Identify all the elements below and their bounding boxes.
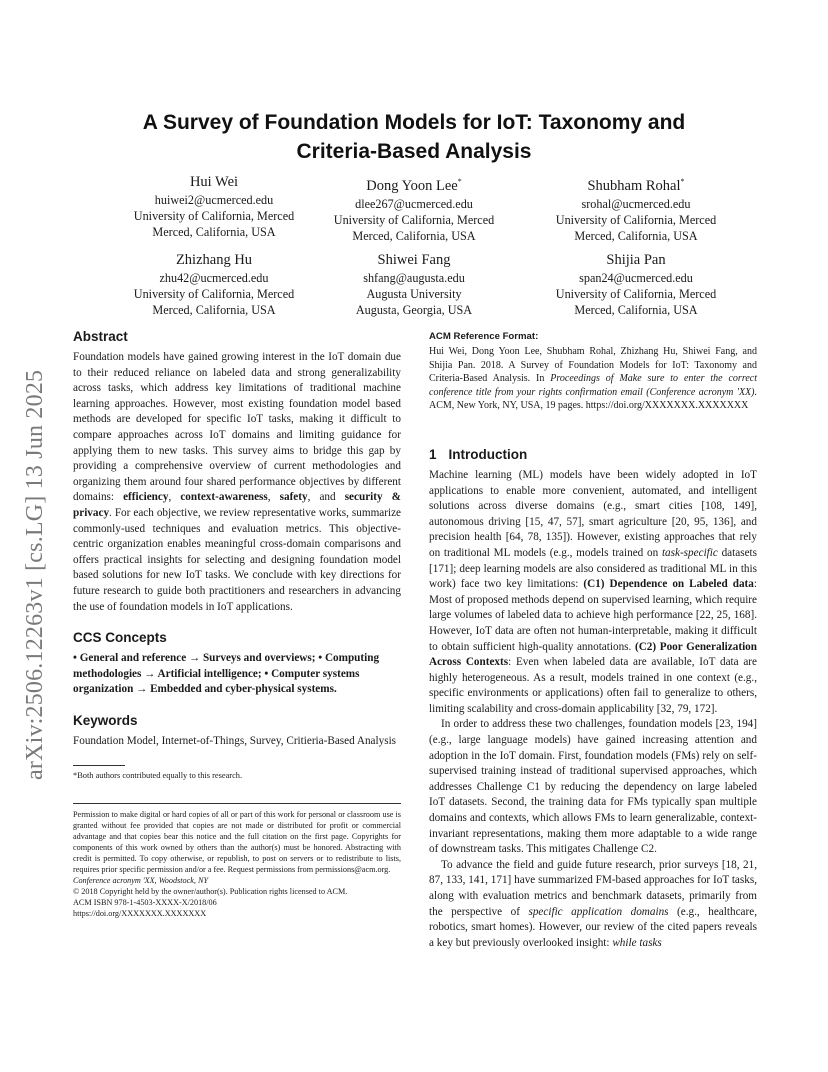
ccs-text: • General and reference → Surveys and overviews; • Computing methodologies → Artificial intelligence; • Computer systems organization → Embedded and cyber-physical systems. <box>73 652 380 696</box>
author-block <box>516 250 756 319</box>
arxiv-stamp: arXiv:2506.12263v1 [cs.LG] 13 Jun 2025 <box>22 369 48 780</box>
intro-paragraph: Machine learning (ML) models have been widely adopted in IoT applications to enable more convenient, automated, and intelligent solutions across diverse domains (e.g., smart cities [108, 149], autonomous driving [15, 47, 57], smart agriculture [20, 95, 136], and precision health [64, 78, 135]). However, existing approaches that rely on traditional ML models (e.g., models trained on task-specific datasets [171]; deep learning models are also considered as traditional ML in this work) face two key limitations: (C1) Dependence on Labeled data: Most of proposed methods depend on supervised learning, which require large volumes of labeled data to achieve high performance [22, 25, 168]. However, IoT data are often not human-interpretable, making it difficult to obtain sufficient high-quality annotations. (C2) Poor Generalization Across Contexts: Even when labeled data are available, IoT data are highly heterogeneous. As a result, models trained in one context (e.g., specific environments or applications) often fail to generalize to others, limiting scalability and cross-domain applicability [32, 79, 172]. <box>429 468 758 715</box>
keywords-text: Foundation Model, Internet-of-Things, Survey, Critieria-Based Analysis <box>73 734 397 747</box>
abstract-text: Foundation models have gained growing interest in the IoT domain due to their reduced reliance on labeled data and strong generalizability across tasks, which address key limitations of traditional machine learning approaches. However, most existing foundation model based methods are developed for specific IoT tasks, making it difficult to compare approaches across IoT domains and limiting guidance for applying them to new tasks. This survey aims to bridge this gap by providing a comprehensive overview of current methodologies and organizing them around four shared performance objectives by different domains: efficiency, context-awareness, safety, and security & privacy. For each objective, we review representative works, summarize commonly-used techniques and evaluation metrics. This objective-centric organization enables meaningful cross-domain comparisons and offers practical insights for selecting and designing foundation model based solutions for new IoT tasks. We conclude with key directions for future research to guide both practitioners and researchers in advancing the use of foundation models in IoT applications. <box>73 351 401 613</box>
author-email: span24@ucmerced.edu <box>579 271 693 285</box>
author-block <box>516 172 756 244</box>
author-name: Shiwei Fang <box>377 252 451 268</box>
acm-reference-text: Hui Wei, Dong Yoon Lee, Shubham Rohal, Zhizhang Hu, Shiwei Fang, and Shijia Pan. 2018. A Survey of Foundation Models for IoT: Taxonomy and Criteria-Based Analysis. In Proceedings of Make sure to enter the correct conference title from your rights confirmation email (Conference acronym 'XX). ACM, New York, NY, USA, 19 pages. https://doi.org/XXXXXXX.XXXXXXX <box>429 346 757 412</box>
author-email: huiwei2@ucmerced.edu <box>154 193 274 207</box>
abstract-heading: Abstract <box>73 329 128 344</box>
author-block <box>294 250 534 319</box>
permission-block <box>73 810 401 919</box>
equal-contribution-mark: * <box>680 177 685 186</box>
author-location: Merced, California, USA <box>574 303 698 318</box>
conference-line: Conference acronym 'XX, Woodstock, NY <box>73 875 208 885</box>
paper-title <box>74 108 754 166</box>
author-email: dlee267@ucmerced.edu <box>355 196 473 211</box>
author-affiliation: University of California, Merced <box>555 213 717 228</box>
intro-paragraph: In order to address these two challenges, foundation models [23, 194] (e.g., large language models) have gained increasing attention and adoption in the IoT domain. First, foundation models (FMs) rely on self-supervised training instead of traditional supervised approaches, which addresses Challenge C1 by reducing the dependency on large labeled IoT datasets. Second, the training data for FMs typically span multiple domains and contexts, which allows FMs to learn generalizable, context-invariant representations, making them more adaptable to a wide range of downstream tasks. This mitigates Challenge C2. <box>429 718 757 856</box>
author-name: Zhizhang Hu <box>175 252 253 268</box>
author-name: Shijia Pan <box>606 252 666 268</box>
isbn-line: ACM ISBN 978-1-4503-XXXX-X/2018/06 <box>73 897 217 907</box>
right-column <box>429 330 757 951</box>
challenge-c1: (C1) Dependence on Labeled data <box>583 578 754 591</box>
author-affiliation: University of California, Merced <box>333 213 495 228</box>
author-affiliation: University of California, Merced <box>133 209 295 224</box>
footnote: *Both authors contributed equally to this research. <box>73 771 243 781</box>
equal-contribution-mark: * <box>457 177 462 186</box>
challenge-c2: (C2) Poor Generalization Across Contexts <box>429 640 757 669</box>
section-number: 1 <box>429 446 437 462</box>
author-location: Augusta, Georgia, USA <box>355 303 473 318</box>
title-line-2: Criteria-Based Analysis <box>296 140 532 163</box>
doi-line: https://doi.org/XXXXXXX.XXXXXXX <box>73 908 207 918</box>
permission-rule <box>73 803 401 804</box>
section-title: Introduction <box>448 446 528 462</box>
author-location: Merced, California, USA <box>574 229 698 244</box>
author-location: Merced, California, USA <box>152 225 276 240</box>
permission-text: Permission to make digital or hard copies of all or part of this work for personal or classroom use is granted without fee provided that copies are not made or distributed for profit or commercial advantage and that copies bear this notice and the full citation on the first page. Copyrights for components of this work owned by others than the author(s) must be honored. Abstracting with credit is permitted. To copy otherwise, or republish, to post on servers or to redistribute to lists, requires prior specific permission and/or a fee. Request permissions from permissions@acm.org. <box>73 810 401 874</box>
acm-reference-heading: ACM Reference Format: <box>429 331 539 342</box>
intro-paragraph: To advance the field and guide future research, prior surveys [18, 21, 87, 133, 141, 171] have summarized FM-based approaches for IoT tasks, along with evaluation metrics and benchmark datasets, primarily from the perspective of specific application domains (e.g., healthcare, robotics, smart homes). However, our review of the cited papers reveals a key but previously overlooked insight: while tasks <box>429 858 757 949</box>
objective-context-awareness: context-awareness <box>180 491 268 504</box>
copyright-line: © 2018 Copyright held by the owner/author(s). Publication rights licensed to ACM. <box>73 886 348 896</box>
objective-safety: safety <box>279 491 308 504</box>
left-column <box>73 328 401 920</box>
author-name: Shubham Rohal <box>587 177 681 194</box>
footnote-rule <box>73 765 125 766</box>
author-affiliation: Augusta University <box>366 287 462 302</box>
ccs-heading: CCS Concepts <box>73 630 167 646</box>
author-email: zhu42@ucmerced.edu <box>159 271 269 285</box>
author-block <box>294 172 534 244</box>
author-name: Hui Wei <box>189 174 239 190</box>
author-location: Merced, California, USA <box>152 303 276 318</box>
title-line-1: A Survey of Foundation Models for IoT: Taxonomy and <box>142 111 686 134</box>
author-name: Dong Yoon Lee <box>366 177 458 194</box>
author-email: shfang@augusta.edu <box>363 271 465 285</box>
author-email: srohal@ucmerced.edu <box>581 196 691 211</box>
author-affiliation: University of California, Merced <box>133 287 295 302</box>
author-affiliation: University of California, Merced <box>555 287 717 302</box>
keywords-heading: Keywords <box>73 712 138 728</box>
intro-heading <box>429 446 757 464</box>
intro-body <box>429 468 757 951</box>
objective-security-privacy: security & privacy <box>73 491 401 519</box>
objective-efficiency: efficiency <box>123 491 169 504</box>
author-location: Merced, California, USA <box>352 229 476 244</box>
